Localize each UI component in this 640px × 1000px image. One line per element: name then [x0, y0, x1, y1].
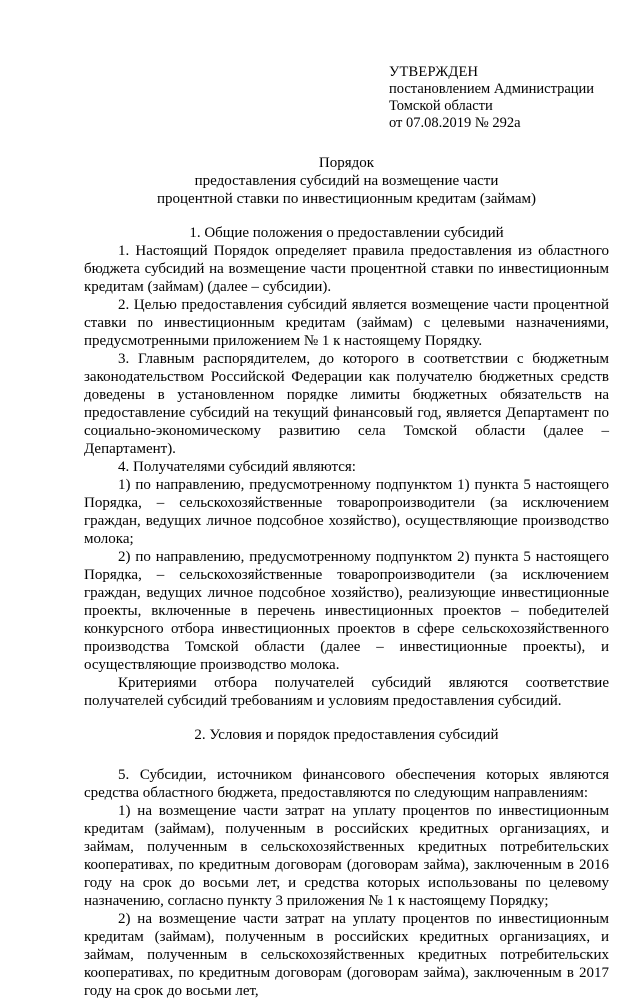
paragraph: 1. Настоящий Порядок определяет правила предоставления из областного бюджета субсидий на возмещение части процентной ставки по инвестиционным кредитам (займам) (далее – субсидии).: [84, 243, 609, 295]
title-line: процентной ставки по инвестиционным кредитам (займам): [156, 191, 536, 207]
approval-line: постановлением Администрации: [389, 81, 595, 97]
paragraph: 2) на возмещение части затрат на уплату процентов по инвестиционным кредитам (займам), полученным в российских кредитных организациях, и займам, полученным в сельскохозяйственных кредитных потребительских кооперативах, по кредитным договорам (договорам займа), заключенным в 2017 году на срок до восьми лет,: [84, 911, 609, 999]
approval-line: Томской области: [389, 98, 493, 114]
approval-block: [389, 64, 594, 132]
paragraph: 4. Получателями субсидий являются:: [118, 459, 356, 475]
section-heading: 2. Условия и порядок предоставления субсидий: [194, 727, 499, 743]
paragraph: 2. Целью предоставления субсидий является возмещение части процентной ставки по инвестиционным кредитам (займам) с целевыми назначениями, предусмотренными приложением № 1 к настоящему Порядку.: [84, 297, 609, 349]
approval-title: УТВЕРЖДЕН: [389, 64, 479, 80]
section-heading: 1. Общие положения о предоставлении субсидий: [189, 225, 504, 241]
paragraph: 1) по направлению, предусмотренному подпунктом 1) пункта 5 настоящего Порядка, – сельскохозяйственные товаропроизводители (за исключением граждан, ведущих личное подсобное хозяйство), осуществляющие производство молока;: [84, 477, 609, 547]
title-line: Порядок: [318, 155, 375, 171]
document-body: [84, 224, 609, 1000]
document-title: [84, 154, 609, 208]
paragraph: 3. Главным распорядителем, до которого в соответствии с бюджетным законодательством Российской Федерации как получателю бюджетных средств доведены в установленном порядке лимиты бюджетных обязательств на предоставление субсидий на текущий финансовый год, является Департамент по социально-экономическому развитию села Томской области (далее – Департамент).: [84, 351, 609, 457]
title-line: предоставления субсидий на возмещение части: [194, 173, 499, 189]
approval-date: от 07.08.2019 № 292а: [389, 115, 521, 131]
paragraph: 1) на возмещение части затрат на уплату процентов по инвестиционным кредитам (займам), полученным в российских кредитных организациях, и займам, полученным в сельскохозяйственных кредитных потребительских кооперативах, по кредитным договорам (договорам займа), заключенным в 2016 году на срок до восьми лет, и средства которых использованы по целевому назначению, согласно пункту 3 приложения № 1 к настоящему Порядку;: [84, 803, 609, 909]
paragraph: 5. Субсидии, источником финансового обеспечения которых являются средства областного бюджета, предоставляются по следующим направлениям:: [84, 767, 609, 801]
paragraph: Критериями отбора получателей субсидий являются соответствие получателей субсидий требованиям и условиям предоставления субсидий.: [84, 675, 609, 709]
spacer: [84, 710, 609, 726]
spacer: [84, 744, 609, 766]
paragraph: 2) по направлению, предусмотренному подпунктом 2) пункта 5 настоящего Порядка, – сельскохозяйственные товаропроизводители (за исключением граждан, ведущих личное подсобное хозяйство), реализующие инвестиционные проекты, включенные в перечень инвестиционных проектов – победителей конкурсного отбора инвестиционных проектов в сфере сельскохозяйственного производства Томской области (далее – инвестиционные проекты), и осуществляющие производство молока.: [84, 549, 609, 673]
